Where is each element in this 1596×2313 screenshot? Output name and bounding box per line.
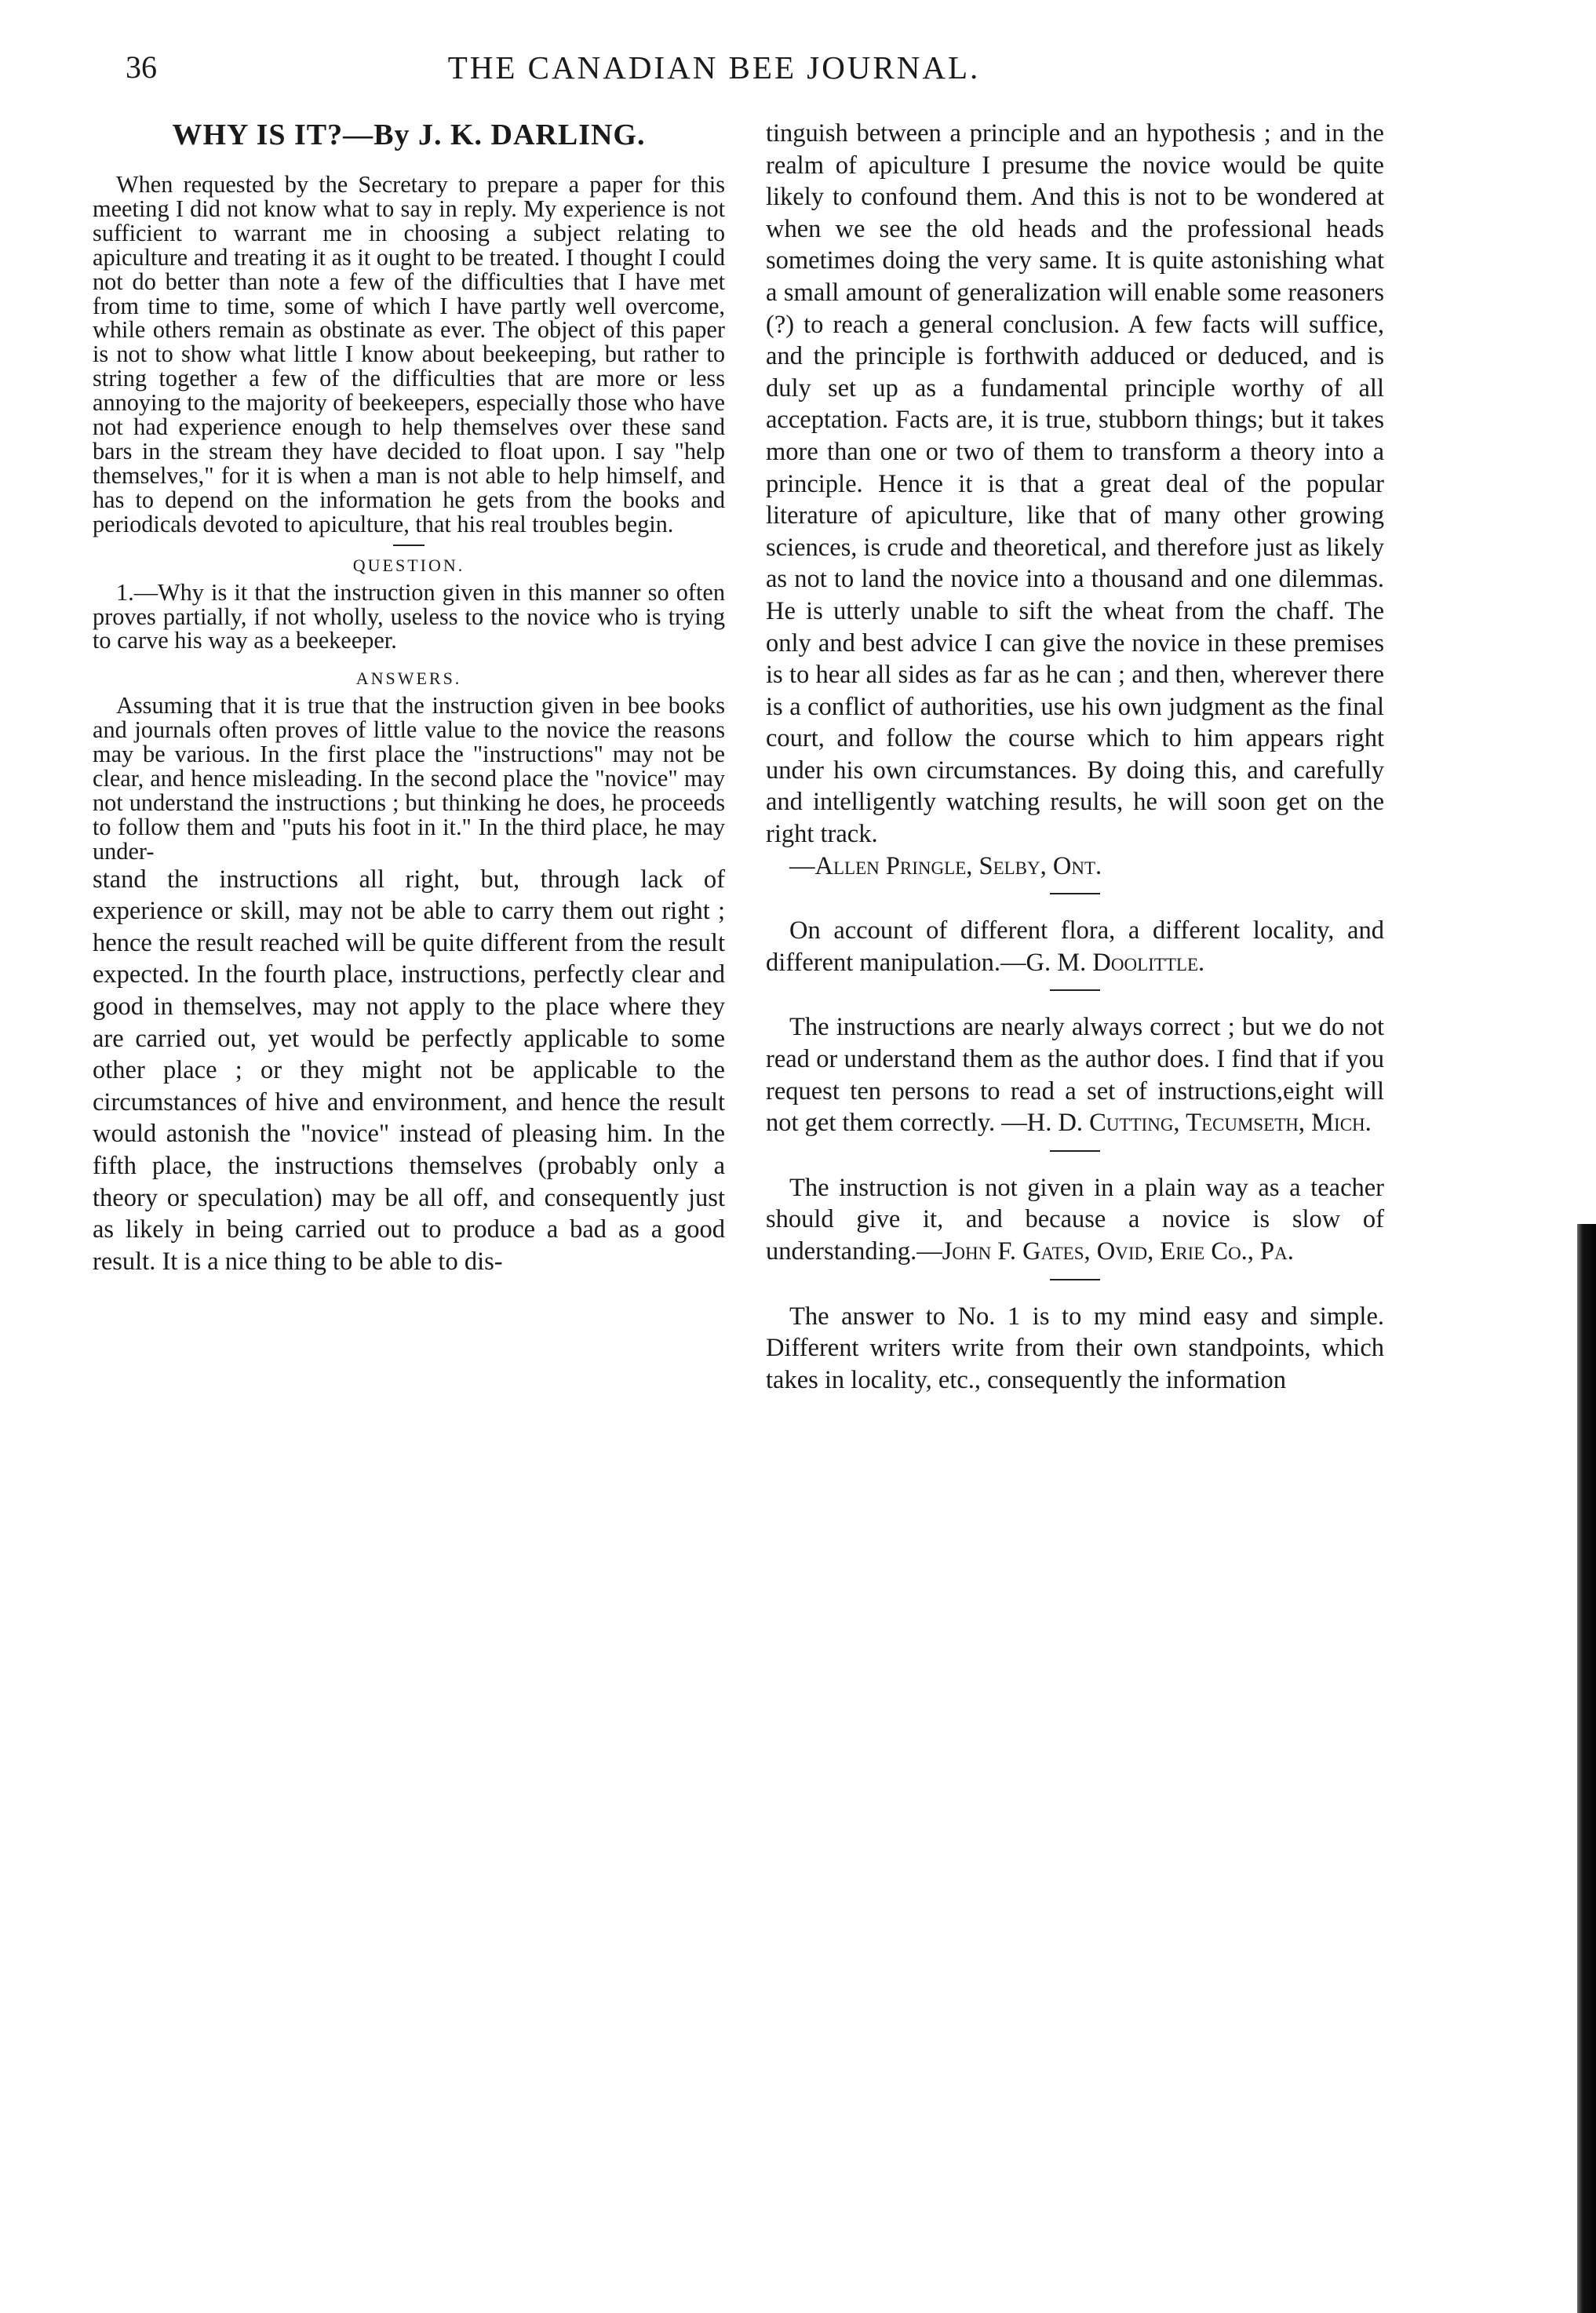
question-paragraph: 1.—Why is it that the instruction given in this manner so often proves partially, if not wholly, useless to the novice who is trying to carve his way as a beekeeper.	[93, 578, 725, 654]
divider	[1050, 1279, 1100, 1280]
page-number: 36	[126, 49, 157, 85]
article-title: WHY IS IT?—By J. K. DARLING.	[172, 118, 646, 151]
left-column	[93, 118, 725, 1277]
question-heading: QUESTION.	[352, 555, 465, 575]
answer-4: The instruction is not given in a plain way as a teacher should give it, and because a novice is slow of understanding.—John F. Gates, Ovid, Erie Co., Pa.	[766, 1173, 1384, 1266]
journal-title: THE CANADIAN BEE JOURNAL.	[447, 49, 981, 86]
divider	[1050, 989, 1100, 991]
page-header	[0, 49, 1596, 96]
answers-heading: ANSWERS.	[355, 668, 462, 689]
page-edge-shadow	[1577, 1224, 1596, 2313]
answer-1-part-1: Assuming that it is true that the instruction given in bee books and journals often proves of little value to the novice the reasons may be various. In the first place the "instructions" may not be clear, and hence misleading. In the second place the "novice" may not understand the instructions ; but thinking he does, he proceeds to follow them and "puts his foot in it." In the third place, he may under-	[93, 692, 725, 865]
right-column	[766, 118, 1384, 1396]
answer-3: The instructions are nearly always correct ; but we do not read or understand them as the author does. I find that if you request ten persons to read a set of instructions,eight will not get them correctly. —H. D. Cutting, Tecumseth, Mich.	[766, 1013, 1384, 1138]
divider	[1050, 893, 1100, 894]
divider	[393, 545, 425, 546]
divider	[1050, 1150, 1100, 1152]
intro-paragraph: When requested by the Secretary to prepare a paper for this meeting I did not know what to say in reply. My experience is not sufficient to warrant me in choosing a subject relating to apiculture and treating it as it ought to be treated. I thought I could not do better than note a few of the difficulties that I have met from time to time, some of which I have partly well overcome, while others remain as obstinate as ever. The object of this paper is not to show what little I know about beekeeping, but rather to string together a few of the difficulties that are more or less annoying to the majority of beekeepers, especially those who have not had experience enough to help themselves over these sand bars in the stream they have decided to float upon. I say "help themselves," for it is when a man is not able to help himself, and has to depend on the information he gets from the books and periodicals devoted to apiculture, that his real troubles begin.	[93, 171, 726, 537]
answer-1-part-2: stand the instructions all right, but, through lack of experience or skill, may not be able to carry them out right ; hence the result reached will be quite different from the result expected. In the fourth place, instructions, perfectly clear and good in themselves, may not apply to the place where they are carried out, yet would be perfectly applicable to some other place ; or they might not be applicable to the circumstances of hive and environment, and hence the result would astonish the "novice" instead of pleasing him. In the fifth place, the instructions themselves (probably only a theory or speculation) may be all off, and consequently just as likely in being carried out to produce a bad as a good result. It is a nice thing to be able to dis-	[93, 865, 725, 1276]
answer-1-signature: —Allen Pringle, Selby, Ont.	[789, 851, 1102, 880]
answer-1-part-3: tinguish between a principle and an hypothesis ; and in the realm of apiculture I presume the novice would be quite likely to confound them. And this is not to be wondered at when we see the old heads and the professional heads sometimes doing the very same. It is quite astonishing what a small amount of generalization will enable some reasoners (?) to reach a general conclusion. A few facts will suffice, and the principle is forthwith adduced or deduced, and is duly set up as a fundamental principle worthy of all acceptation. Facts are, it is true, stubborn things; but it takes more than one or two of them to transform a theory into a principle. Hence it is that a great deal of the popular literature of apiculture, like that of many other growing sciences, is crude and theoretical, and therefore just as likely as not to land the novice into a thousand and one dilemmas. He is utterly unable to sift the wheat from the chaff. The only and best advice I can give the novice in these premises is to hear all sides as far as he can ; and then, wherever there is a conflict of authorities, use his own judgment as the final court, and follow the course which to him appears right under his own circumstances. By doing this, and carefully and intelligently watching results, he will soon get on the right track.	[766, 119, 1384, 849]
answer-5: The answer to No. 1 is to my mind easy and simple. Different writers write from their own standpoints, which takes in locality, etc., consequently the information	[766, 1302, 1384, 1394]
answer-2: On account of different flora, a different locality, and different manipulation.—G. M. Doolittle.	[766, 916, 1384, 977]
